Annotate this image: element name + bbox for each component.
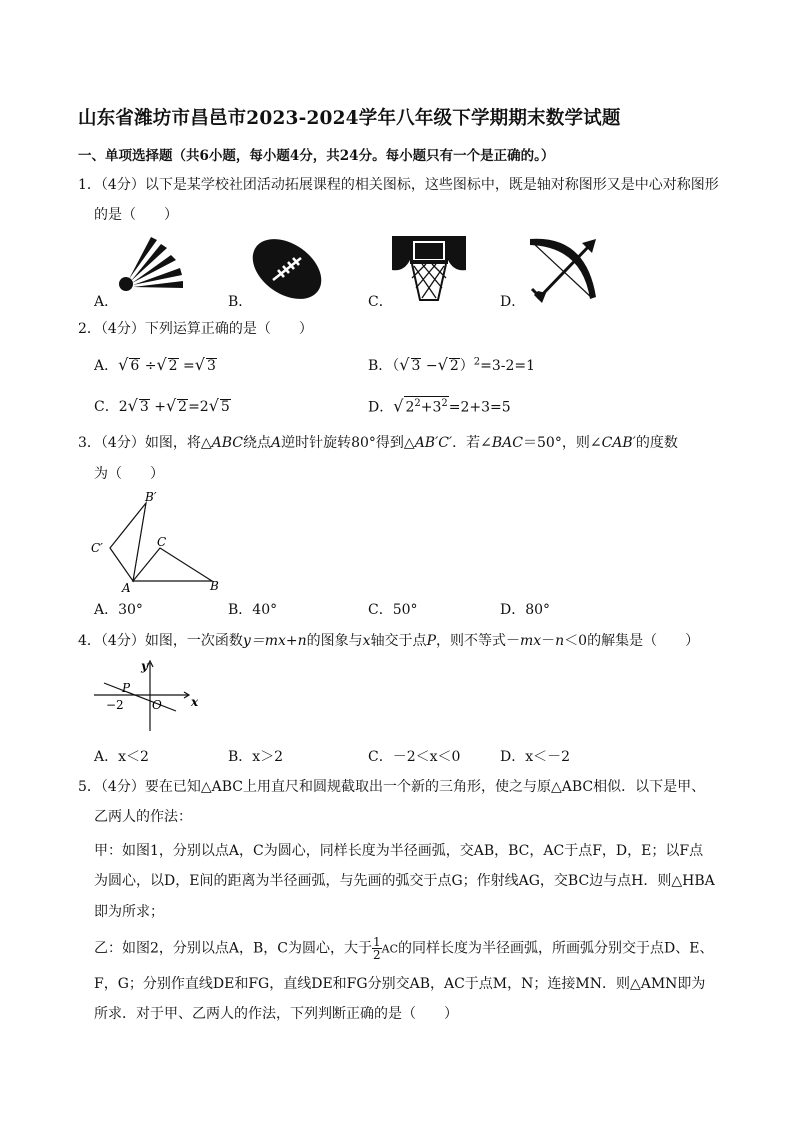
q2-d-base1: 2 bbox=[405, 399, 415, 416]
q4-option-d: D．x＜－2 bbox=[500, 749, 571, 765]
q1-option-b-label: B． bbox=[228, 294, 253, 310]
q3-label-a: A bbox=[122, 581, 131, 594]
q2-d-label: D． bbox=[368, 399, 394, 416]
q2-a-radicand1: 6 bbox=[130, 358, 140, 374]
q2-a-eq: = bbox=[183, 358, 195, 374]
q2-d-exp2: 2 bbox=[441, 398, 448, 409]
bow-and-arrow-icon bbox=[526, 233, 602, 305]
q3-text-i: ＝50°，则∠ bbox=[523, 435, 602, 451]
q3-label-bprime: B′ bbox=[145, 490, 157, 504]
page-title: 山东省潍坊市昌邑市2023-2024学年八年级下学期期末数学试题 bbox=[78, 108, 621, 129]
q5-line4: 为圆心，以D，E间的距离为半径画弧，与先画的弧交于点G；作射线AG，交BC边与点H．则△HBA bbox=[94, 873, 715, 889]
q2-d-plus: + bbox=[420, 399, 433, 416]
q4-axis-x: x bbox=[191, 695, 199, 709]
q3-label-b: B bbox=[210, 579, 219, 593]
q5-frac-denominator: 2 bbox=[373, 948, 381, 962]
q2-option-c: C．2√ 3 +√ 2=2√ 5 bbox=[94, 396, 230, 415]
q4-text-h: mx bbox=[519, 633, 542, 649]
q5-line2: 乙两人的作法： bbox=[94, 809, 192, 825]
q4-text-g: ，则不等式－ bbox=[435, 633, 520, 649]
q3-option-b: B．40° bbox=[228, 602, 278, 618]
q4-option-c: C．－2＜x＜0 bbox=[368, 749, 461, 765]
q4-stem bbox=[78, 632, 699, 650]
q1-stem-line1: 1．（4分）以下是某学校社团活动拓展课程的相关图标，这些图标中，既是轴对称图形又是中心对称图形 bbox=[78, 177, 719, 193]
q4-text-d: x bbox=[362, 633, 371, 649]
section-heading: 一、单项选择题（共6小题，每小题4分，共24分。每小题只有一个是正确的。） bbox=[78, 148, 555, 164]
q4-text-e: 轴交于点 bbox=[370, 633, 427, 649]
q5-line6 bbox=[94, 936, 714, 961]
q1-stem-line2: 的是（ ） bbox=[94, 207, 178, 223]
q5-line1: 5．（4分）要在已知△ABC上用直尺和圆规截取出一个新的三角形，使之与原△ABC相似．以下是甲、 bbox=[78, 779, 706, 795]
q3-text-e: 逆时针旋转80°得到△ bbox=[281, 435, 415, 451]
q3-text-c: 绕点 bbox=[242, 435, 271, 451]
q1-option-d-label: D． bbox=[500, 294, 526, 310]
q4-label-neg2: −2 bbox=[106, 698, 124, 712]
american-football-icon bbox=[248, 234, 326, 304]
q2-option-b: B．（√ 3 −√ 2）$^2$=3-2=1 bbox=[368, 355, 536, 374]
basketball-hoop-icon bbox=[390, 234, 468, 304]
q2-b-close: ） bbox=[459, 358, 474, 374]
q4-text-c: 的图象与 bbox=[306, 633, 363, 649]
q3-text-j: CAB′ bbox=[601, 435, 636, 451]
q5-line7: F，G；分别作直线DE和FG，直线DE和FG分别交AB，AC于点M，N；连接MN．则△AMN即为 bbox=[94, 976, 706, 992]
q2-d-rest: =2+3=5 bbox=[448, 399, 511, 416]
q3-text-g: ．若∠ bbox=[452, 435, 492, 451]
q2-b-minus: − bbox=[425, 358, 438, 374]
q5-line8: 所求．对于甲、乙两人的作法，下列判断正确的是（ ） bbox=[94, 1006, 458, 1022]
q2-a-radicand3: 3 bbox=[206, 358, 216, 374]
q4-text-f: P bbox=[426, 633, 436, 649]
q3-option-c: C．50° bbox=[368, 602, 418, 618]
q5-line6-b: AC bbox=[381, 942, 399, 956]
q3-text-f: AB′C′ bbox=[414, 435, 453, 451]
q3-text-d: A bbox=[270, 435, 282, 451]
q5-fraction bbox=[372, 936, 382, 961]
q4-label-p: P bbox=[122, 681, 131, 695]
q2-option-d: D．√ $2^2+3^2=2+3=5$ bbox=[368, 396, 511, 416]
q2-d-base2: 3 bbox=[432, 399, 442, 416]
q3-label-cprime: C′ bbox=[91, 541, 103, 555]
q2-c-label: C． bbox=[94, 399, 119, 415]
q2-c-coef: 2 bbox=[118, 399, 128, 415]
q4-text-i: － bbox=[541, 633, 556, 649]
q3-stem-line2: 为（ ） bbox=[94, 466, 164, 482]
q2-c-radicand1: 3 bbox=[139, 399, 149, 415]
q4-text-k: ＜0的解集是（ ） bbox=[564, 633, 700, 649]
q1-option-c-label: C． bbox=[368, 294, 393, 310]
q2-b-open: （ bbox=[392, 358, 400, 374]
q5-line6-c: 的同样长度为半径画弧，所画弧分别交于点D、E、 bbox=[398, 940, 714, 957]
q2-b-label: B． bbox=[368, 358, 393, 374]
q2-d-radicand bbox=[404, 396, 448, 415]
q2-a-radicand2: 2 bbox=[168, 358, 178, 374]
q5-line3: 甲：如图1，分别以点A，C为圆心，同样长度为半径画弧，交AB，BC，AC于点F，D，E；以F点 bbox=[94, 843, 704, 859]
badminton-shuttlecock-icon bbox=[115, 232, 190, 294]
q3-text-a: 3．（4分）如图，将△ bbox=[78, 435, 212, 451]
q2-b-radicand1: 3 bbox=[411, 358, 421, 374]
q3-stem-line1 bbox=[78, 434, 678, 452]
q3-text-b: ABC bbox=[211, 435, 243, 451]
q3-rotation-figure bbox=[88, 486, 228, 594]
q2-c-radicand2: 2 bbox=[178, 399, 188, 415]
q1-option-a-label: A． bbox=[94, 294, 119, 310]
q3-option-a: A．30° bbox=[94, 602, 143, 618]
q4-label-origin: O bbox=[152, 698, 162, 712]
q2-c-plus: + bbox=[154, 399, 166, 415]
q5-line6-a: 乙：如图2，分别以点A，B，C为圆心，大于 bbox=[94, 940, 373, 957]
q4-text-j: n bbox=[555, 633, 565, 649]
q3-text-h: BAC bbox=[491, 435, 524, 451]
q5-frac-numerator: 1 bbox=[373, 935, 381, 949]
q2-d-exp1: 2 bbox=[414, 398, 421, 409]
q2-c-radicand3: 5 bbox=[220, 399, 230, 415]
q3-option-d: D．80° bbox=[500, 602, 551, 618]
q4-axis-y: y bbox=[141, 659, 148, 673]
q2-option-a: A．√ 6 ÷√ 2 =√ 3 bbox=[94, 355, 216, 374]
q2-b-radicand2: 2 bbox=[449, 358, 459, 374]
q4-option-a: A．x＜2 bbox=[94, 749, 149, 765]
q3-text-k: 的度数 bbox=[635, 435, 678, 451]
q2-c-eq: =2 bbox=[188, 399, 209, 415]
q5-line5: 即为所求； bbox=[94, 904, 164, 920]
q4-text-b: y＝mx+n bbox=[242, 633, 307, 649]
q4-linear-function-graph bbox=[92, 657, 202, 733]
q4-option-b: B．x＞2 bbox=[228, 749, 284, 765]
q2-stem: 2．（4分）下列运算正确的是（ ） bbox=[78, 321, 313, 337]
q2-b-exponent: 2 bbox=[473, 356, 481, 368]
q3-label-c: C bbox=[157, 535, 167, 549]
q2-a-label: A． bbox=[94, 358, 119, 374]
q2-a-op: ÷ bbox=[144, 358, 157, 374]
q4-text-a: 4．（4分）如图，一次函数 bbox=[78, 633, 243, 649]
q2-b-rest: =3-2=1 bbox=[480, 358, 536, 374]
